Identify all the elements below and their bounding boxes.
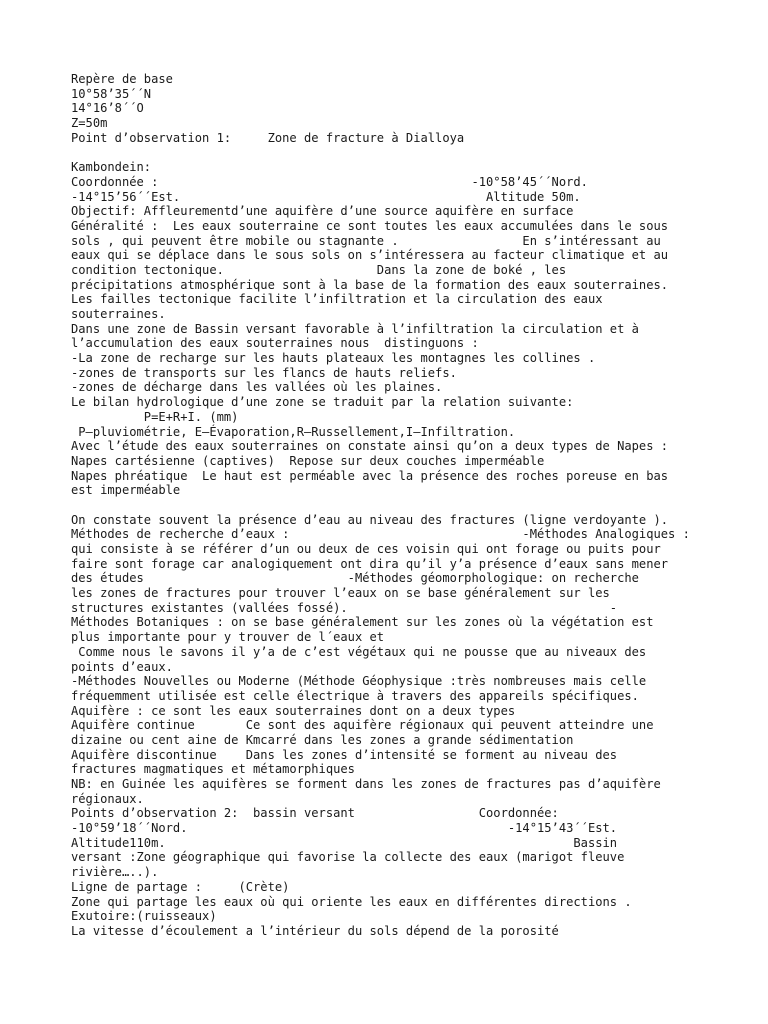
text-line: régionaux. [71, 791, 144, 806]
text-line: rivière…..). [71, 865, 159, 880]
text-line: est imperméable [71, 483, 181, 498]
text-line: des études -Méthodes géomorphologique: on recherche [71, 571, 639, 586]
text-line: NB: en Guinée les aquifères se forment dans les zones de fractures pas d’aquifère [71, 777, 661, 791]
text-line: Coordonnée : -10°58’45´´Nord. [71, 174, 588, 189]
text-line: Le bilan hydrologique d’une zone se traduit par la relation suivante: [71, 395, 574, 410]
text-line: Les failles tectonique facilite l’infiltration et la circulation des eaux [71, 292, 603, 307]
text-line: Aquifère continue Ce sont des aquifère régionaux qui peuvent atteindre une [71, 718, 654, 733]
text-line: La vitesse d’écoulement a l’intérieur du sols dépend de la porosité [71, 923, 559, 938]
text-line: P—pluviométrie, E—Évaporation,R—Russellement,I—Infiltration. [71, 424, 516, 439]
text-line: faire sont forage car analogiquement ont dira qu’il y’a présence d’eaux sans mener [71, 556, 669, 571]
text-line: Napes phréatique Le haut est perméable avec la présence des roches poreuse en bas [71, 468, 669, 483]
text-line: l’accumulation des eaux souterraines nous distinguons : [71, 336, 479, 351]
text-line: 14°16’8´´O [71, 101, 144, 116]
text-line: Aquifère : ce sont les eaux souterraines dont on a deux types [71, 703, 516, 718]
text-line: Kambondein: [71, 160, 152, 175]
text-line: -Méthodes Nouvelles ou Moderne (Méthode Géophysique :très nombreuses mais celle [71, 674, 647, 689]
text-line: Napes cartésienne (captives) Repose sur deux couches imperméable [71, 453, 545, 468]
text-line: Zone qui partage les eaux où qui oriente les eaux en différentes directions . [71, 894, 632, 909]
text-line: Dans une zone de Bassin versant favorable à l’infiltration la circulation et à [71, 321, 639, 336]
text-line: qui consiste à se référer d’un ou deux de ces voisin qui ont forage ou puits pour [71, 542, 661, 556]
text-line: Méthodes Botaniques : on se base généralement sur les zones où la végétation est [71, 615, 654, 630]
text-line: structures existantes (vallées fossé). - [71, 600, 618, 615]
text-line: -La zone de recharge sur les hauts plateaux les montagnes les collines . [71, 351, 596, 366]
text-line: souterraines. [71, 307, 166, 321]
text-line: précipitations atmosphérique sont à la base de la formation des eaux souterraines. [71, 277, 669, 292]
text-line: Avec l’étude des eaux souterraines on constate ainsi qu’on a deux types de Napes : [71, 439, 669, 454]
text-line: Z=50m [71, 116, 108, 131]
text-line: condition tectonique. Dans la zone de boké , les [71, 262, 567, 277]
text-line: -14°15’56´´Est. Altitude 50m. [71, 189, 581, 204]
text-line [71, 145, 671, 160]
text-line: fréquemment utilisée est celle électrique à travers des appareils spécifiques. [71, 688, 639, 703]
text-line: plus importante pour y trouver de l´eaux et [71, 630, 385, 645]
text-line: -zones de transports sur les flancs de hauts reliefs. [71, 365, 457, 380]
text-line: points d’eaux. [71, 659, 173, 674]
text-line: dizaine ou cent aine de Kmcarré dans les zones a grande sédimentation [71, 732, 574, 747]
document-body-text [71, 72, 690, 939]
text-line: Objectif: Affleurementd’une aquifère d’une source aquifère en surface [71, 204, 574, 219]
text-line: Exutoire:(ruisseaux) [71, 909, 217, 924]
text-line: Altitude110m. Bassin [71, 835, 618, 850]
text-line: Ligne de partage : (Crète) [71, 879, 290, 894]
text-line: Méthodes de recherche d’eaux : -Méthodes Analogiques : [71, 527, 690, 542]
text-line: 10°58’35´´N [71, 86, 152, 101]
text-line: fractures magmatiques et métamorphiques [71, 762, 355, 777]
text-line: les zones de fractures pour trouver l’eaux on se base généralement sur les [71, 586, 610, 601]
text-line: On constate souvent la présence d’eau au niveau des fractures (ligne verdoyante ). [71, 512, 669, 527]
text-line: P=E+R+I. (mm) [71, 409, 239, 424]
text-line: versant :Zone géographique qui favorise la collecte des eaux (marigot fleuve [71, 850, 625, 865]
text-line: Généralité : Les eaux souterraine ce sont toutes les eaux accumulées dans le sous [71, 218, 669, 233]
text-line: Aquifère discontinue Dans les zones d’intensité se forment au niveau des [71, 747, 618, 762]
text-line [71, 498, 671, 513]
text-line: Repère de base [71, 72, 173, 86]
text-line: -10°59’18´´Nord. -14°15’43´´Est. [71, 821, 618, 836]
text-line: eaux qui se déplace dans le sous sols on s’intéressera au facteur climatique et au [71, 248, 669, 263]
text-line: Comme nous le savons il y’a de c’est végétaux qui ne pousse que au niveaux des [71, 644, 647, 659]
text-line: -zones de décharge dans les vallées où les plaines. [71, 380, 443, 395]
text-line: Points d’observation 2: bassin versant Coordonnée: [71, 806, 559, 821]
text-line: Point d’observation 1: Zone de fracture à Dialloya [71, 130, 465, 145]
text-line: sols , qui peuvent être mobile ou stagnante . En s’intéressant au [71, 233, 661, 248]
